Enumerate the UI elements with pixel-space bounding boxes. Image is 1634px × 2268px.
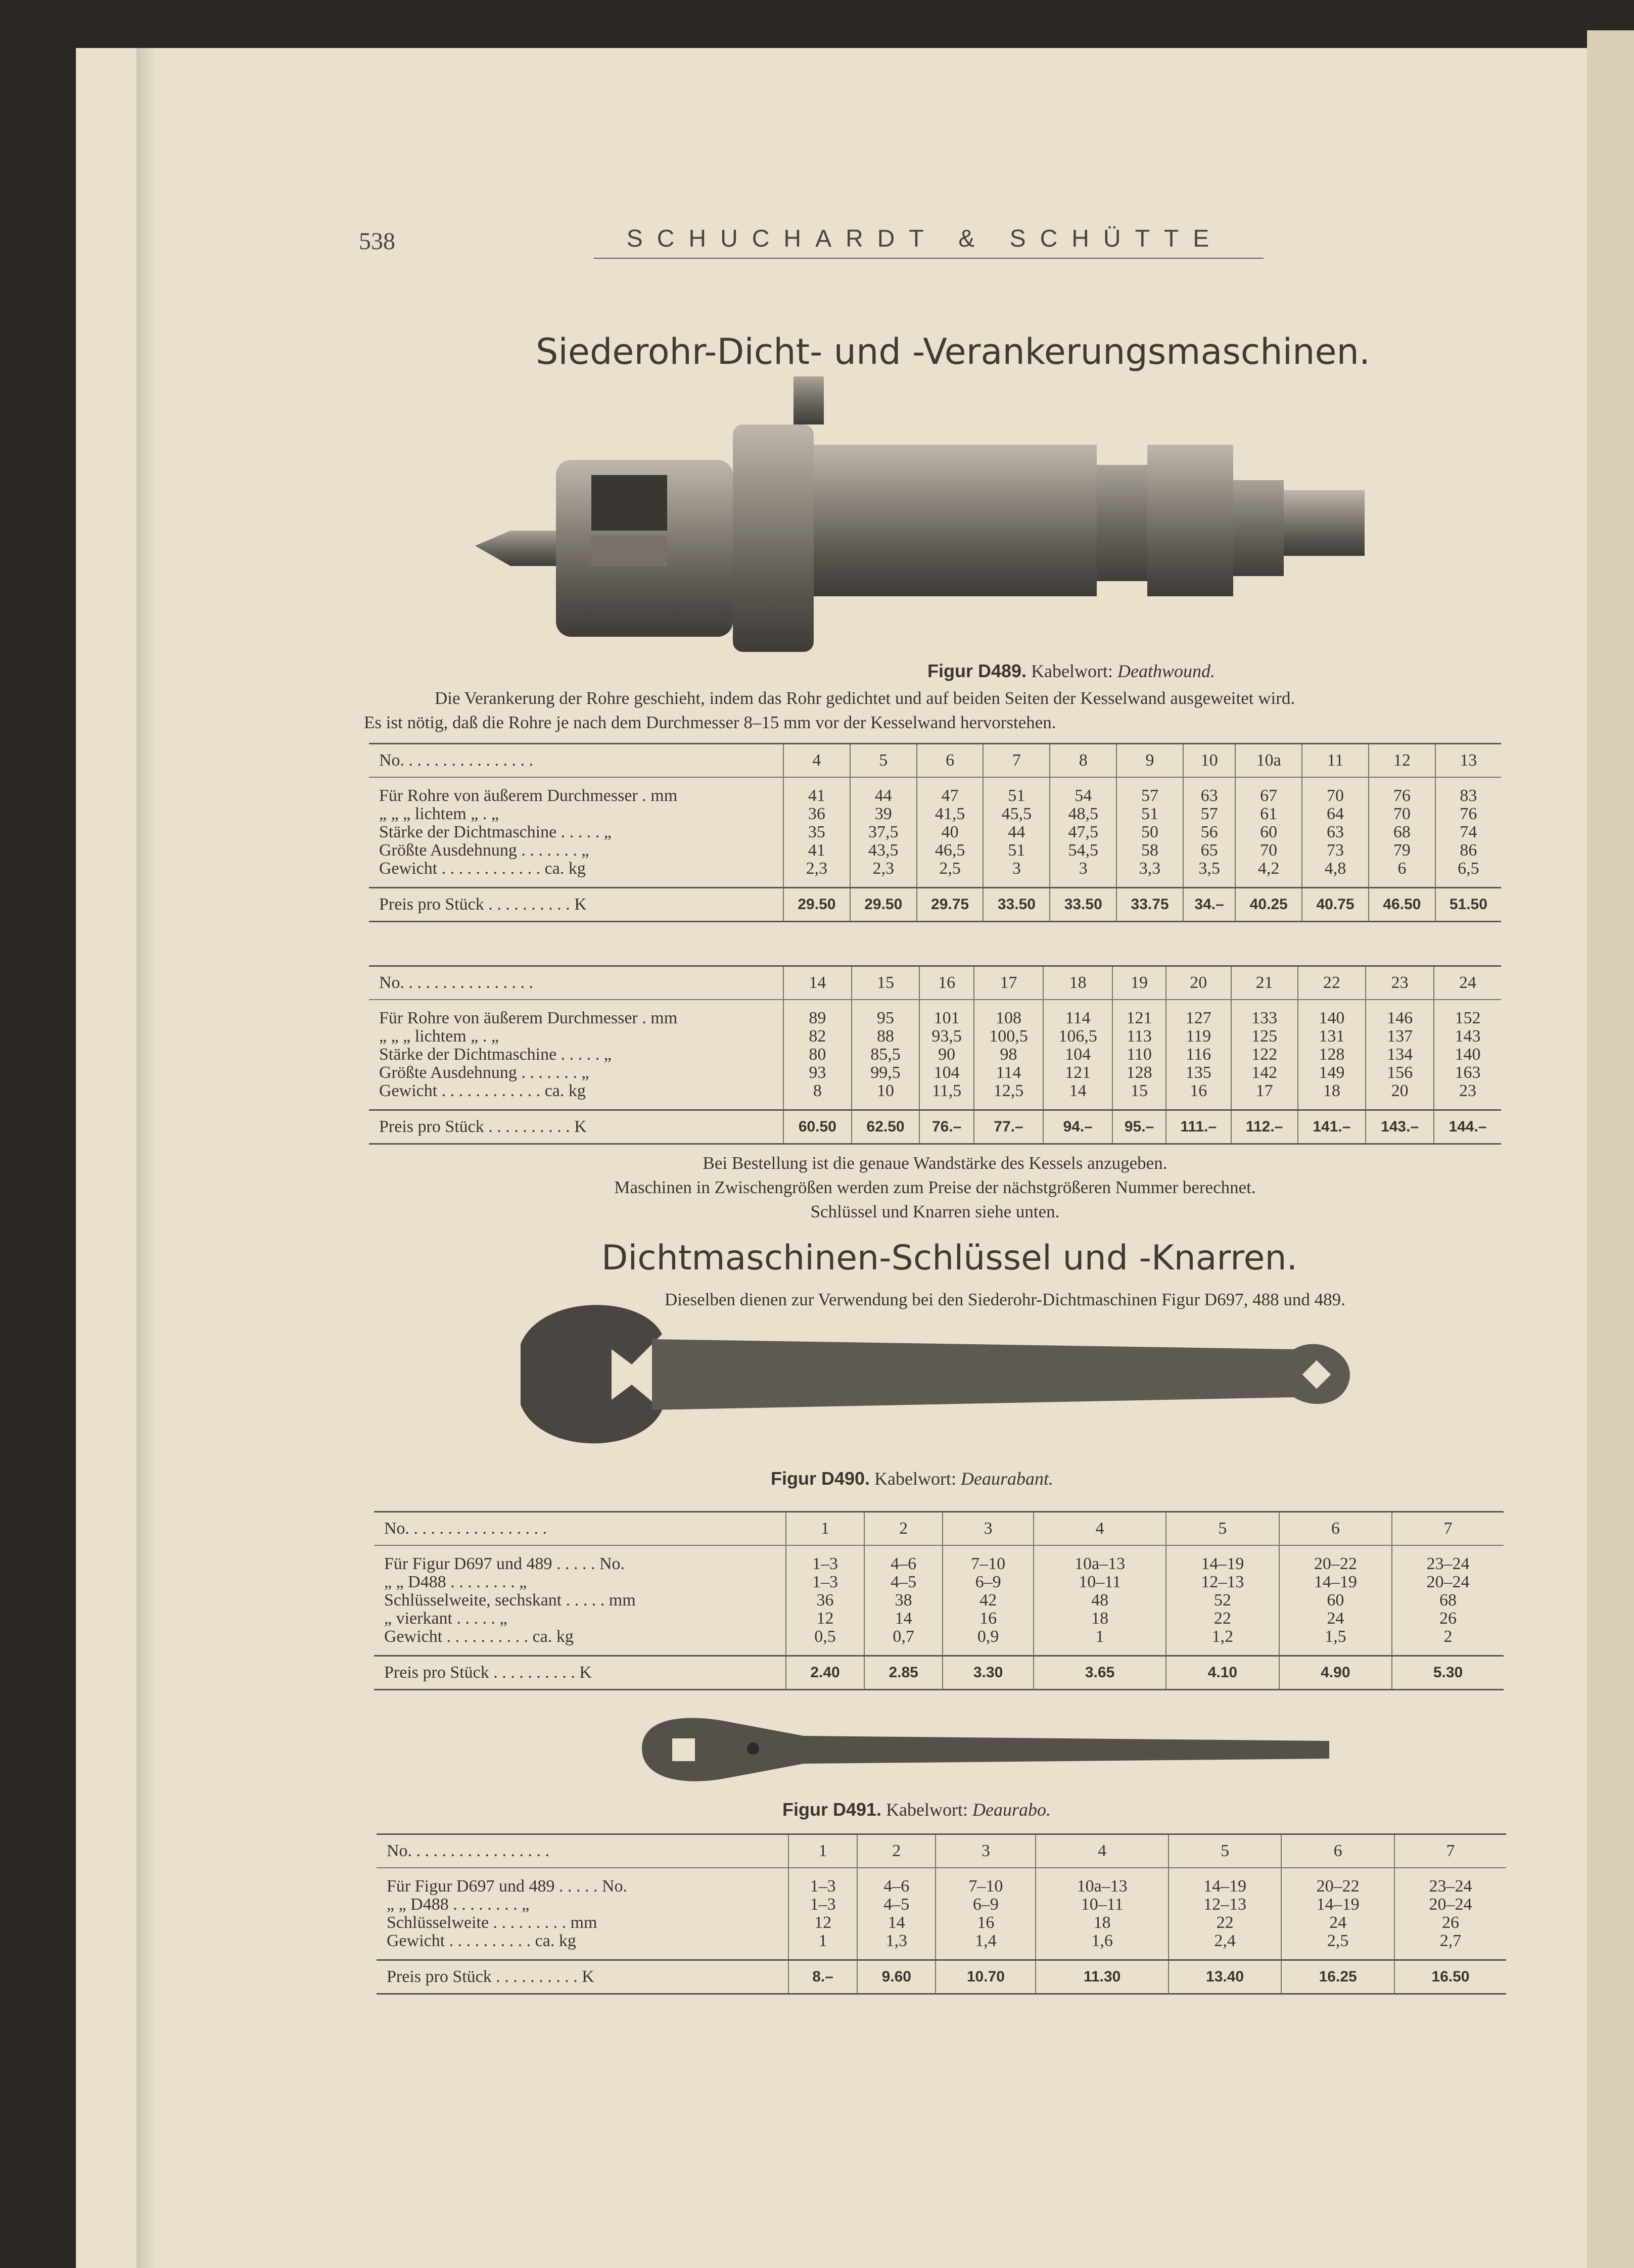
price-cell: 95.– [1112,1110,1166,1144]
table-cell: 101 93,5 90 104 11,5 [919,1000,973,1110]
label-figure-d697: Für Figur D697 und 489 . . . . . No. [387,1877,628,1896]
col-header: 17 [974,966,1043,1000]
table-cell: 4–6 4–5 14 1,3 [857,1868,936,1960]
col-header: 4 [783,744,850,778]
table-header-row [377,1834,1506,1868]
table-cell: 57 51 50 58 3,3 [1116,777,1183,888]
cable-label: Kabelwort: [1031,661,1113,681]
price-cell: 77.– [974,1110,1043,1144]
ratchet-table [377,1833,1506,1995]
col-header: 5 [850,744,917,778]
intro-line-2: Es ist nötig, daß die Rohre je nach dem Durchmesser 8–15 mm vor der Kesselwand hervorstehen. [364,713,1056,732]
figure-label: Figur D491. [782,1799,882,1820]
table-cell: 63 57 56 65 3,5 [1183,777,1235,888]
figure-caption-d490 [771,1468,1053,1489]
row-labels [374,1545,786,1656]
col-header: 4 [1034,1512,1166,1546]
header-rule [594,258,1264,259]
col-header: 7 [1392,1512,1504,1546]
table-cell: 133 125 122 142 17 [1231,1000,1298,1110]
page-number: 538 [359,228,395,255]
price-cell: 34.– [1183,888,1235,922]
label-outer-diameter: Für Rohre von äußerem Durchmesser . mm [379,1009,678,1027]
col-header: 10 [1183,744,1235,778]
label-weight: Gewicht . . . . . . . . . . . . ca. kg [379,859,586,878]
machines-table-1 [369,743,1501,922]
col-header: 6 [917,744,984,778]
price-row [369,888,1501,922]
col-header: 22 [1298,966,1366,1000]
col-header: 14 [783,966,852,1000]
figure-caption-d491 [782,1799,1051,1820]
row-labels [369,777,783,888]
price-row [374,1656,1504,1690]
col-header: 7 [1394,1834,1506,1868]
table-cell: 10a–13 10–11 48 18 1 [1034,1545,1166,1656]
label-no: No. . . . . . . . . . . . . . . . . [374,1512,786,1546]
label-weight: Gewicht . . . . . . . . . . . . ca. kg [379,1081,586,1100]
col-header: 16 [919,966,973,1000]
col-header: 13 [1435,744,1501,778]
price-cell: 4.90 [1279,1656,1392,1690]
price-cell: 8.– [788,1960,857,1994]
price-row [369,1110,1501,1144]
table-body-row [369,777,1501,888]
table-body-row [369,1000,1501,1110]
label-square-width: „ vierkant . . . . . „ [384,1609,507,1628]
price-cell: 143.– [1366,1110,1434,1144]
figure-label: Figur D489. [927,660,1027,681]
col-header: 15 [852,966,920,1000]
col-header: 6 [1281,1834,1394,1868]
table-cell: 89 82 80 93 8 [783,1000,852,1110]
col-header: 5 [1169,1834,1282,1868]
price-cell: 112.– [1231,1110,1298,1144]
col-header: 6 [1279,1512,1392,1546]
col-header: 3 [936,1834,1036,1868]
col-header: 4 [1036,1834,1168,1868]
label-price: Preis pro Stück . . . . . . . . . . K [377,1960,788,1994]
wrench-illustration [510,1284,1370,1466]
col-header: 2 [864,1512,943,1546]
col-header: 1 [788,1834,857,1868]
table-cell: 54 48,5 47,5 54,5 3 [1050,777,1116,888]
table-cell: 51 45,5 44 51 3 [983,777,1050,888]
table-body-row [374,1545,1504,1656]
label-thickness: Stärke der Dichtmaschine . . . . . „ [379,1045,612,1064]
label-d488: „ „ D488 . . . . . . . . „ [387,1895,530,1914]
price-cell: 76.– [919,1110,973,1144]
price-cell: 33.75 [1116,888,1183,922]
note-keys: Schlüssel und Knarren siehe unten. [810,1202,1060,1221]
col-header: 10a [1235,744,1302,778]
col-header: 20 [1166,966,1231,1000]
spine-shadow [136,48,157,2268]
table-cell: 1–3 1–3 12 1 [788,1868,857,1960]
table-cell: 20–22 14–19 60 24 1,5 [1279,1545,1392,1656]
machines-table-2 [369,965,1501,1145]
table-cell: 1–3 1–3 36 12 0,5 [786,1545,864,1656]
table-cell: 20–22 14–19 24 2,5 [1281,1868,1394,1960]
table-cell: 41 36 35 41 2,3 [783,777,850,888]
price-cell: 29.75 [917,888,984,922]
col-header: 23 [1366,966,1434,1000]
price-cell: 29.50 [783,888,850,922]
table-cell: 7–10 6–9 42 16 0,9 [943,1545,1034,1656]
col-header: 2 [857,1834,936,1868]
table-cell: 127 119 116 135 16 [1166,1000,1231,1110]
price-cell: 51.50 [1435,888,1501,922]
cable-label: Kabelwort: [886,1800,968,1820]
label-no: No. . . . . . . . . . . . . . . . . [377,1834,788,1868]
price-cell: 16.50 [1394,1960,1506,1994]
price-cell: 33.50 [1050,888,1116,922]
table-body-row [377,1868,1506,1960]
label-price: Preis pro Stück . . . . . . . . . . K [369,1110,783,1144]
row-labels [377,1868,788,1960]
col-header: 7 [983,744,1050,778]
price-cell: 62.50 [852,1110,920,1144]
intro-line-1: Die Verankerung der Rohre geschieht, indem das Rohr gedichtet und auf beiden Seiten der Kesselwand ausgeweitet wird. [435,688,1295,708]
table-cell: 114 106,5 104 121 14 [1043,1000,1112,1110]
price-cell: 46.50 [1369,888,1435,922]
col-header: 8 [1050,744,1116,778]
label-d488: „ „ D488 . . . . . . . . „ [384,1573,527,1591]
col-header: 9 [1116,744,1183,778]
price-cell: 141.– [1298,1110,1366,1144]
label-hex-width: Schlüsselweite, sechskant . . . . . mm [384,1591,636,1610]
table-cell: 140 131 128 149 18 [1298,1000,1366,1110]
table-cell: 44 39 37,5 43,5 2,3 [850,777,917,888]
table-header-row [374,1512,1504,1546]
section-title-keys: Dichtmaschinen-Schlüssel und -Knarren. [601,1238,1298,1278]
price-row [377,1960,1506,1994]
label-no: No. . . . . . . . . . . . . . . . [369,966,783,1000]
row-labels [369,1000,783,1110]
table-cell: 14–19 12–13 52 22 1,2 [1166,1545,1279,1656]
price-cell: 13.40 [1169,1960,1282,1994]
price-cell: 40.75 [1302,888,1369,922]
figure-caption-d489 [927,660,1215,682]
price-cell: 29.50 [850,888,917,922]
label-expansion: Größte Ausdehnung . . . . . . . „ [379,1063,589,1082]
figure-label: Figur D490. [771,1468,870,1489]
price-cell: 94.– [1043,1110,1112,1144]
note-intermediate-sizes: Maschinen in Zwischengrößen werden zum Preise der nächstgrößeren Nummer berechnet. [614,1177,1256,1197]
label-price: Preis pro Stück . . . . . . . . . . K [374,1656,786,1690]
label-no: No. . . . . . . . . . . . . . . . [369,744,783,778]
table-header-row [369,966,1501,1000]
price-cell: 111.– [1166,1110,1231,1144]
cable-word: Deaurabant. [961,1469,1054,1489]
price-cell: 144.– [1434,1110,1501,1144]
cable-label: Kabelwort: [874,1469,957,1489]
label-inner-diameter: „ „ „ lichtem „ . „ [379,805,499,823]
price-cell: 33.50 [983,888,1050,922]
col-header: 19 [1112,966,1166,1000]
label-outer-diameter: Für Rohre von äußerem Durchmesser . mm [379,786,678,805]
note-order: Bei Bestellung ist die genaue Wandstärke des Kessels anzugeben. [703,1153,1168,1173]
table-cell: 67 61 60 70 4,2 [1235,777,1302,888]
ratchet-illustration [637,1711,1334,1789]
col-header: 3 [943,1512,1034,1546]
wrench-table [374,1511,1504,1690]
price-cell: 10.70 [936,1960,1036,1994]
table-cell: 10a–13 10–11 18 1,6 [1036,1868,1168,1960]
table-cell: 76 70 68 79 6 [1369,777,1435,888]
table-cell: 83 76 74 86 6,5 [1435,777,1501,888]
price-cell: 2.40 [786,1656,864,1690]
table-cell: 95 88 85,5 99,5 10 [852,1000,920,1110]
price-cell: 3.30 [943,1656,1034,1690]
price-cell: 3.65 [1034,1656,1166,1690]
table-cell: 4–6 4–5 38 14 0,7 [864,1545,943,1656]
table-cell: 70 64 63 73 4,8 [1302,777,1369,888]
section-title-machines: Siederohr-Dicht- und -Verankerungsmaschinen. [536,331,1371,372]
table-cell: 108 100,5 98 114 12,5 [974,1000,1043,1110]
table-cell: 7–10 6–9 16 1,4 [936,1868,1036,1960]
running-header: SCHUCHARDT & SCHÜTTE [626,225,1224,252]
label-price: Preis pro Stück . . . . . . . . . . K [369,888,783,922]
label-weight: Gewicht . . . . . . . . . . ca. kg [387,1931,576,1950]
label-weight: Gewicht . . . . . . . . . . ca. kg [384,1627,574,1646]
col-header: 11 [1302,744,1369,778]
price-cell: 11.30 [1036,1960,1168,1994]
col-header: 18 [1043,966,1112,1000]
col-header: 24 [1434,966,1501,1000]
label-thickness: Stärke der Dichtmaschine . . . . . „ [379,823,612,841]
expanding-machine-illustration [470,364,1395,657]
cable-word: Deaurabo. [972,1800,1051,1820]
section2-subtitle: Dieselben dienen zur Verwendung bei den Siederohr-Dichtmaschinen Figur D697, 488 und 489. [665,1290,1345,1309]
table-cell: 152 143 140 163 23 [1434,1000,1501,1110]
price-cell: 40.25 [1235,888,1302,922]
table-cell: 146 137 134 156 20 [1366,1000,1434,1110]
facing-page-edge [1587,30,1634,2268]
table-cell: 23–24 20–24 26 2,7 [1394,1868,1506,1960]
table-cell: 23–24 20–24 68 26 2 [1392,1545,1504,1656]
label-inner-diameter: „ „ „ lichtem „ . „ [379,1027,499,1046]
label-expansion: Größte Ausdehnung . . . . . . . „ [379,841,589,860]
cable-word: Deathwound. [1117,661,1216,681]
table-cell: 47 41,5 40 46,5 2,5 [917,777,984,888]
col-header: 21 [1231,966,1298,1000]
table-cell: 14–19 12–13 22 2,4 [1169,1868,1282,1960]
col-header: 12 [1369,744,1435,778]
price-cell: 9.60 [857,1960,936,1994]
label-key-width: Schlüsselweite . . . . . . . . . mm [387,1913,597,1932]
col-header: 5 [1166,1512,1279,1546]
table-cell: 121 113 110 128 15 [1112,1000,1166,1110]
col-header: 1 [786,1512,864,1546]
price-cell: 16.25 [1281,1960,1394,1994]
price-cell: 4.10 [1166,1656,1279,1690]
table-header-row [369,744,1501,778]
price-cell: 2.85 [864,1656,943,1690]
price-cell: 60.50 [783,1110,852,1144]
label-figure-d697: Für Figur D697 und 489 . . . . . No. [384,1554,625,1573]
price-cell: 5.30 [1392,1656,1504,1690]
